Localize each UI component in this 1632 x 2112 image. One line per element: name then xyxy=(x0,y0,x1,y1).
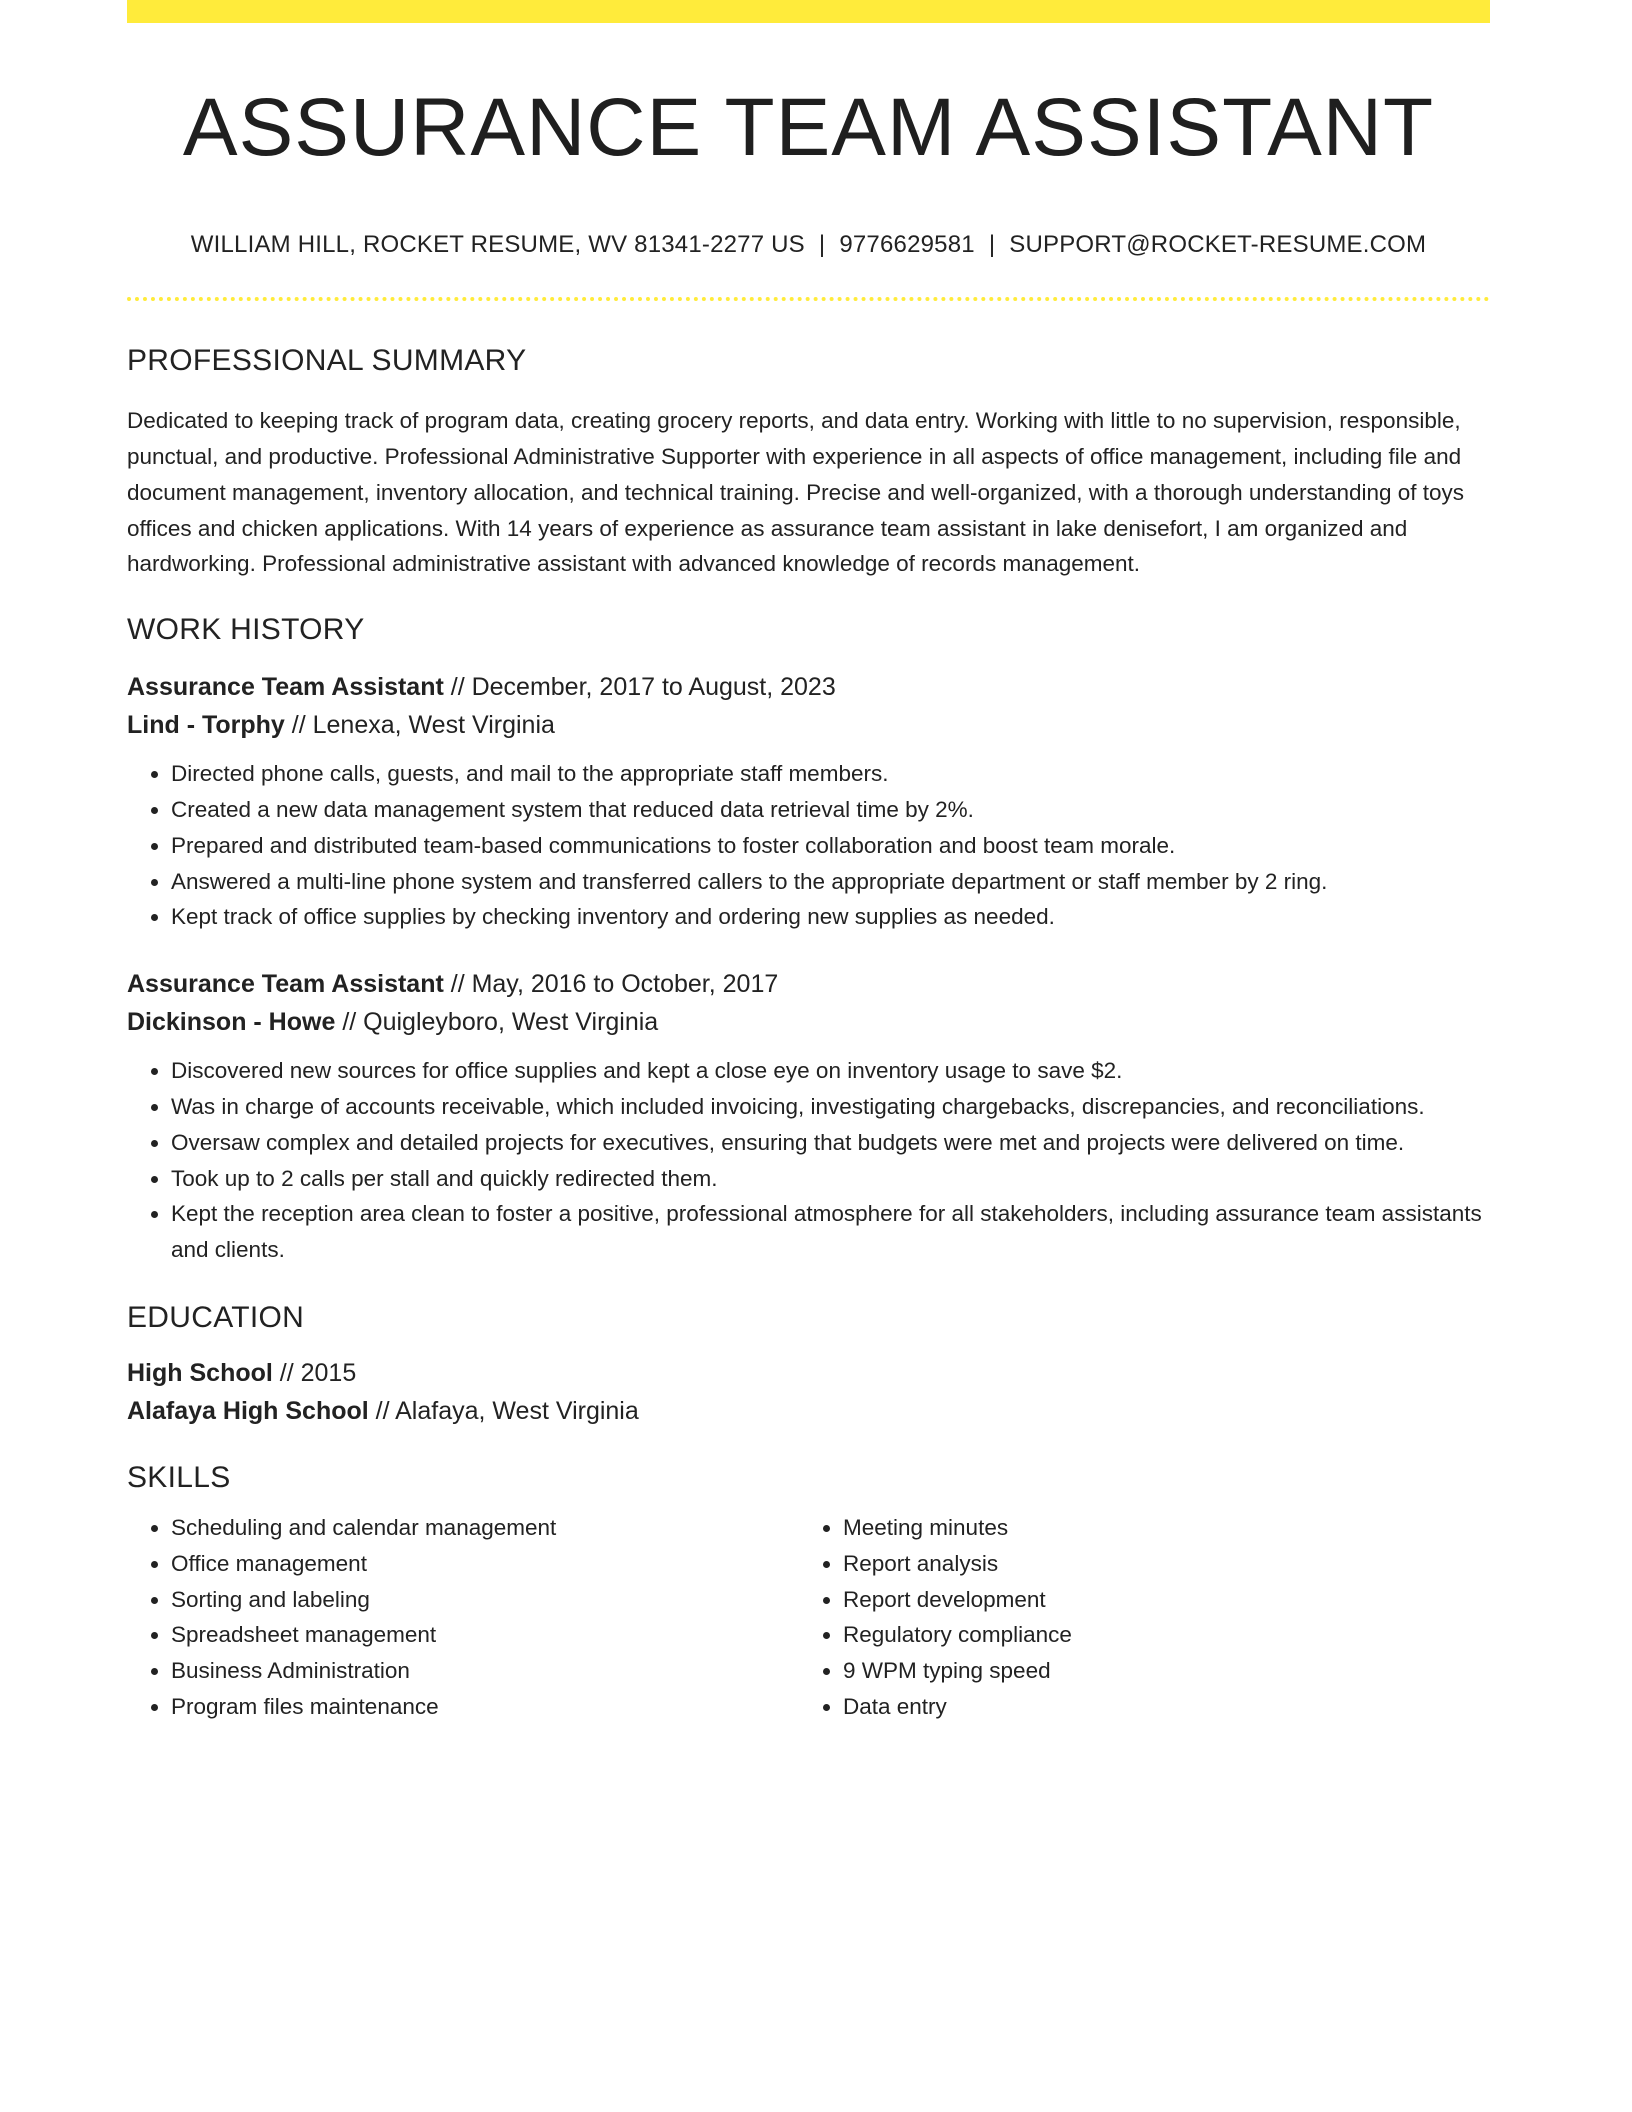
job-company: Lind - Torphy xyxy=(127,711,285,740)
job-entry xyxy=(127,668,1490,935)
job-role: Assurance Team Assistant xyxy=(127,673,444,702)
skills-list xyxy=(799,1510,1471,1725)
skill-item: • Regulatory compliance xyxy=(843,1617,1471,1653)
skill-item: • 9 WPM typing speed xyxy=(843,1653,1471,1689)
dotted-divider xyxy=(127,297,1490,301)
list-item: • Answered a multi-line phone system and transferred callers to the appropriate department or staff member by 2 ring. xyxy=(171,864,1490,900)
job-location: // Quigleyboro, West Virginia xyxy=(335,1008,659,1037)
skill-item: • Scheduling and calendar management xyxy=(171,1510,799,1546)
skill-item: • Spreadsheet management xyxy=(171,1617,799,1653)
list-item: • Kept track of office supplies by checking inventory and ordering new supplies as needed. xyxy=(171,899,1490,935)
skill-item: • Report development xyxy=(843,1582,1471,1618)
job-dates: // December, 2017 to August, 2023 xyxy=(443,673,836,702)
resume-page xyxy=(127,0,1490,1725)
education-entry xyxy=(127,1354,1490,1430)
job-bullets xyxy=(127,1053,1490,1268)
contact-email: SUPPORT@ROCKET-RESUME.COM xyxy=(1009,231,1427,259)
job-bullets xyxy=(127,756,1490,935)
skills-list xyxy=(127,1510,799,1725)
list-item: • Directed phone calls, guests, and mail to the appropriate staff members. xyxy=(171,756,1490,792)
skill-item: • Data entry xyxy=(843,1689,1471,1725)
list-item: • Oversaw complex and detailed projects for executives, ensuring that budgets were met and projects were delivered on time. xyxy=(171,1125,1490,1161)
resume-name: ASSURANCE TEAM ASSISTANT xyxy=(182,82,1435,173)
education-school-line xyxy=(127,1392,1490,1430)
skill-item: • Business Administration xyxy=(171,1653,799,1689)
contact-phone: 9776629581 xyxy=(839,231,975,259)
job-company-line xyxy=(127,706,1490,744)
contact-line xyxy=(127,231,1490,259)
skill-item: • Meeting minutes xyxy=(843,1510,1471,1546)
education-school: Alafaya High School xyxy=(127,1396,369,1425)
skills-column-right xyxy=(799,1510,1471,1725)
contact-separator: | xyxy=(818,231,826,259)
list-item: • Kept the reception area clean to foster a positive, professional atmosphere for all stakeholders, including assurance team assistants and clients. xyxy=(171,1196,1490,1268)
skill-item: • Report analysis xyxy=(843,1546,1471,1582)
accent-top-bar xyxy=(127,0,1490,23)
skill-item: • Program files maintenance xyxy=(171,1689,799,1725)
list-item: • Created a new data management system that reduced data retrieval time by 2%. xyxy=(171,792,1490,828)
contact-address: WILLIAM HILL, ROCKET RESUME, WV 81341-2277 US xyxy=(190,231,805,259)
work-history-heading: WORK HISTORY xyxy=(127,613,365,647)
list-item: • Took up to 2 calls per stall and quickly redirected them. xyxy=(171,1161,1490,1197)
job-dates: // May, 2016 to October, 2017 xyxy=(443,970,779,999)
list-item: • Discovered new sources for office supplies and kept a close eye on inventory usage to save $2. xyxy=(171,1053,1490,1089)
education-location: // Alafaya, West Virginia xyxy=(368,1396,639,1425)
list-item: • Prepared and distributed team-based communications to foster collaboration and boost team morale. xyxy=(171,828,1490,864)
skills-column-left xyxy=(127,1510,799,1725)
summary-text: Dedicated to keeping track of program data, creating grocery reports, and data entry. Working with little to no supervision, responsible, punctual, and productive. Professional Administrative Supporter with experience in all aspects of office management, including file and document management, inventory allocation, and technical training. Precise and well-organized, with a thorough understanding of toys offices and chicken applications. With 14 years of experience as assurance team assistant in lake denisefort, I am organized and hardworking. Professional administrative assistant with advanced knowledge of records management. xyxy=(127,408,1465,577)
job-title-line xyxy=(127,965,1490,1003)
contact-separator: | xyxy=(988,231,996,259)
job-role: Assurance Team Assistant xyxy=(127,970,444,999)
education-degree-line xyxy=(127,1354,1490,1392)
skills-columns xyxy=(127,1510,1490,1725)
skill-item: • Sorting and labeling xyxy=(171,1582,799,1618)
list-item: • Was in charge of accounts receivable, which included invoicing, investigating chargebacks, discrepancies, and reconciliations. xyxy=(171,1089,1490,1125)
job-company-line xyxy=(127,1003,1490,1041)
summary-heading: PROFESSIONAL SUMMARY xyxy=(127,344,527,378)
job-entry xyxy=(127,965,1490,1268)
job-title-line xyxy=(127,668,1490,706)
skill-item: • Office management xyxy=(171,1546,799,1582)
education-degree: High School xyxy=(127,1358,273,1387)
education-year: // 2015 xyxy=(272,1358,357,1387)
education-heading: EDUCATION xyxy=(127,1300,305,1334)
job-location: // Lenexa, West Virginia xyxy=(284,711,555,740)
job-company: Dickinson - Howe xyxy=(127,1008,336,1037)
skills-heading: SKILLS xyxy=(127,1460,231,1494)
